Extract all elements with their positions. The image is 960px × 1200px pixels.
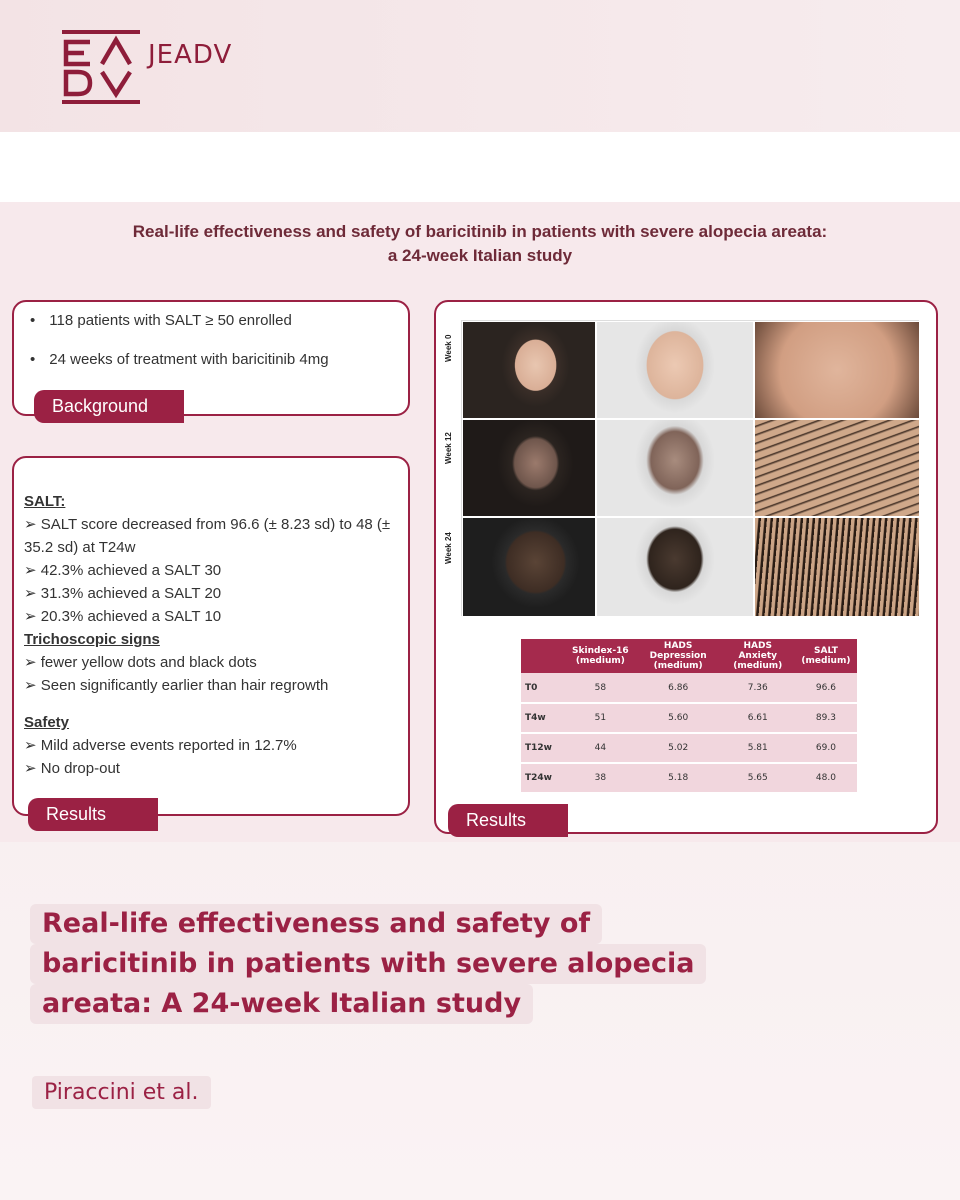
table-header xyxy=(521,639,565,673)
results-panel-left xyxy=(12,456,410,824)
table-row xyxy=(521,703,857,733)
table-cell: 58 xyxy=(565,673,636,703)
article-title xyxy=(30,904,760,1024)
table-row xyxy=(521,763,857,793)
list-item: ➢ 31.3% achieved a SALT 20 xyxy=(24,582,404,605)
list-item: • 118 patients with SALT ≥ 50 enrolled xyxy=(30,312,329,329)
photo-week12-back xyxy=(596,419,754,517)
table-cell: 5.18 xyxy=(636,763,721,793)
dermoscopy-week0 xyxy=(754,321,920,419)
background-panel xyxy=(12,300,410,416)
week-label: Week 0 xyxy=(444,334,453,362)
logo-text: JEADV xyxy=(148,40,233,70)
photo-week24-back xyxy=(596,517,754,617)
safety-heading: Safety xyxy=(24,714,70,731)
table-cell: T24w xyxy=(521,763,565,793)
background-tag: Background xyxy=(34,390,184,423)
table-cell: 5.81 xyxy=(721,733,795,763)
table-cell: 69.0 xyxy=(795,733,857,763)
week-label: Week 12 xyxy=(444,432,453,464)
week-label: Week 24 xyxy=(444,532,453,564)
scores-table xyxy=(521,639,857,794)
photo-week0-top xyxy=(462,321,596,419)
white-band xyxy=(0,132,960,202)
article-title-line: Real-life effectiveness and safety of xyxy=(30,904,602,944)
table-cell: 51 xyxy=(565,703,636,733)
results-text xyxy=(24,490,404,780)
table-cell: 6.61 xyxy=(721,703,795,733)
list-item: ➢ 20.3% achieved a SALT 10 xyxy=(24,605,404,628)
table-cell: 7.36 xyxy=(721,673,795,703)
table-cell: 5.65 xyxy=(721,763,795,793)
table-cell: 38 xyxy=(565,763,636,793)
table-cell: 48.0 xyxy=(795,763,857,793)
list-item: ➢ SALT score decreased from 96.6 (± 8.23 sd) to 48 (± 35.2 sd) at T24w xyxy=(24,513,404,559)
eadv-monogram-icon xyxy=(60,28,142,106)
table-cell: T0 xyxy=(521,673,565,703)
list-item: • 24 weeks of treatment with baricitinib 4mg xyxy=(30,351,329,368)
table-header: HADS Anxiety (medium) xyxy=(721,639,795,673)
results-tag: Results xyxy=(28,798,158,831)
graphic-title-line: Real-life effectiveness and safety of baricitinib in patients with severe alopecia areata: xyxy=(132,222,828,241)
table-cell: 44 xyxy=(565,733,636,763)
table-cell: 5.60 xyxy=(636,703,721,733)
results-panel-right xyxy=(434,300,938,834)
table-cell: 89.3 xyxy=(795,703,857,733)
table-header-row xyxy=(521,639,857,673)
jeadv-logo[interactable] xyxy=(60,28,280,108)
graphic-title-line: a 24-week Italian study xyxy=(387,246,573,265)
list-item: ➢ Seen significantly earlier than hair regrowth xyxy=(24,674,404,697)
dermoscopy-week12 xyxy=(754,419,920,517)
table-row xyxy=(521,733,857,763)
salt-heading: SALT: xyxy=(24,493,66,510)
background-list xyxy=(30,312,329,390)
graphical-abstract xyxy=(0,202,960,842)
article-title-line: areata: A 24-week Italian study xyxy=(30,984,533,1024)
list-item: ➢ Mild adverse events reported in 12.7% xyxy=(24,734,404,757)
table-cell: 96.6 xyxy=(795,673,857,703)
graphic-title xyxy=(40,220,920,268)
table-cell: T4w xyxy=(521,703,565,733)
table-header: HADS Depression (medium) xyxy=(636,639,721,673)
table-cell: 6.86 xyxy=(636,673,721,703)
author-line: Piraccini et al. xyxy=(32,1076,211,1109)
list-item: ➢ fewer yellow dots and black dots xyxy=(24,651,404,674)
photo-week24-top xyxy=(462,517,596,617)
tricho-heading: Trichoscopic signs xyxy=(24,631,160,648)
results-tag: Results xyxy=(448,804,568,837)
table-cell: T12w xyxy=(521,733,565,763)
photo-week0-back xyxy=(596,321,754,419)
photo-week12-top xyxy=(462,419,596,517)
header-band xyxy=(0,0,960,132)
list-item: ➢ No drop-out xyxy=(24,757,404,780)
list-item: ➢ 42.3% achieved a SALT 30 xyxy=(24,559,404,582)
table-cell: 5.02 xyxy=(636,733,721,763)
table-header: SALT (medium) xyxy=(795,639,857,673)
table-header: Skindex-16 (medium) xyxy=(565,639,636,673)
clinical-photo-grid xyxy=(461,320,919,616)
table-row xyxy=(521,673,857,703)
article-title-line: baricitinib in patients with severe alopecia xyxy=(30,944,706,984)
dermoscopy-week24 xyxy=(754,517,920,617)
